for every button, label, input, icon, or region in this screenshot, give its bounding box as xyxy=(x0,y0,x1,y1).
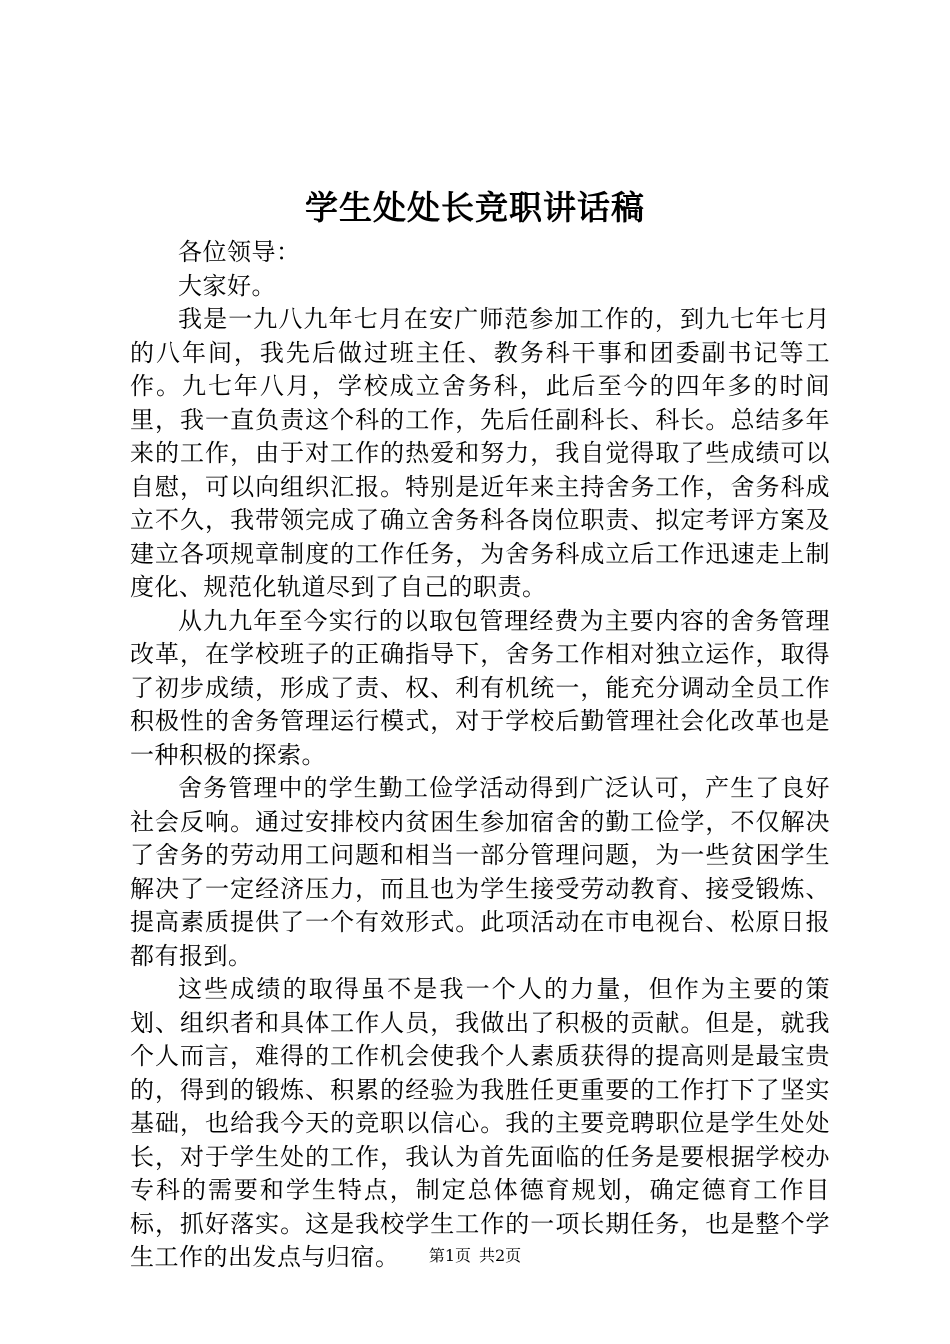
page-footer xyxy=(0,1244,950,1268)
body-paragraph: 这些成绩的取得虽不是我一个人的力量，但作为主要的策划、组织者和具体工作人员，我做出了积极的贡献。但是，就我个人而言，难得的工作机会使我个人素质获得的提高则是最宝贵的，得到的锻炼、积累的经验为我胜任更重要的工作打下了坚实基础，也给我今天的竞职以信心。我的主要竞聘职位是学生处处长，对于学生处的工作，我认为首先面临的任务是要根据学校办专科的需要和学生特点，制定总体德育规划，确定德育工作目标，抓好落实。这是我校学生工作的一项长期任务，也是整个学生工作的出发点与归宿。 xyxy=(130,975,830,1271)
body-paragraph: 从九九年至今实行的以取包管理经费为主要内容的舍务管理改革，在学校班子的正确指导下，舍务工作相对独立运作，取得了初步成绩，形成了责、权、利有机统一，能充分调动全员工作积极性的舍务管理运行模式，对于学校后勤管理社会化改革也是一种积极的探索。 xyxy=(130,606,830,769)
greeting-line: 各位领导： xyxy=(178,238,301,266)
salutation-line: 大家好。 xyxy=(178,271,276,300)
document-body xyxy=(130,236,830,1275)
body-paragraph: 我是一九八九年七月在安广师范参加工作的，到九七年七月的八年间，我先后做过班主任、教务科干事和团委副书记等工作。九七年八月，学校成立舍务科，此后至今的四年多的时间里，我一直负责这个科的工作，先后任副科长、科长。总结多年来的工作，由于对工作的热爱和努力，我自觉得取了些成绩可以自慰，可以向组织汇报。特别是近年来主持舍务工作，舍务科成立不久，我带领完成了确立舍务科各岗位职责、拟定考评方案及建立各项规章制度的工作任务，为舍务科成立后工作迅速走上制度化、规范化轨道尽到了自己的职责。 xyxy=(130,305,830,601)
page-total: 共2页 xyxy=(479,1246,522,1265)
page-number: 第1页 xyxy=(428,1246,471,1265)
document-title: 学生处处长竞职讲话稿 xyxy=(305,188,645,227)
body-paragraph: 舍务管理中的学生勤工俭学活动得到广泛认可，产生了良好社会反响。通过安排校内贫困生参加宿舍的勤工俭学，不仅解决了舍务的劳动用工问题和相当一部分管理问题，为一些贫困学生解决了一定经济压力，而且也为学生接受劳动教育、接受锻炼、提高素质提供了一个有效形式。此项活动在市电视台、松原日报都有报到。 xyxy=(130,774,830,970)
